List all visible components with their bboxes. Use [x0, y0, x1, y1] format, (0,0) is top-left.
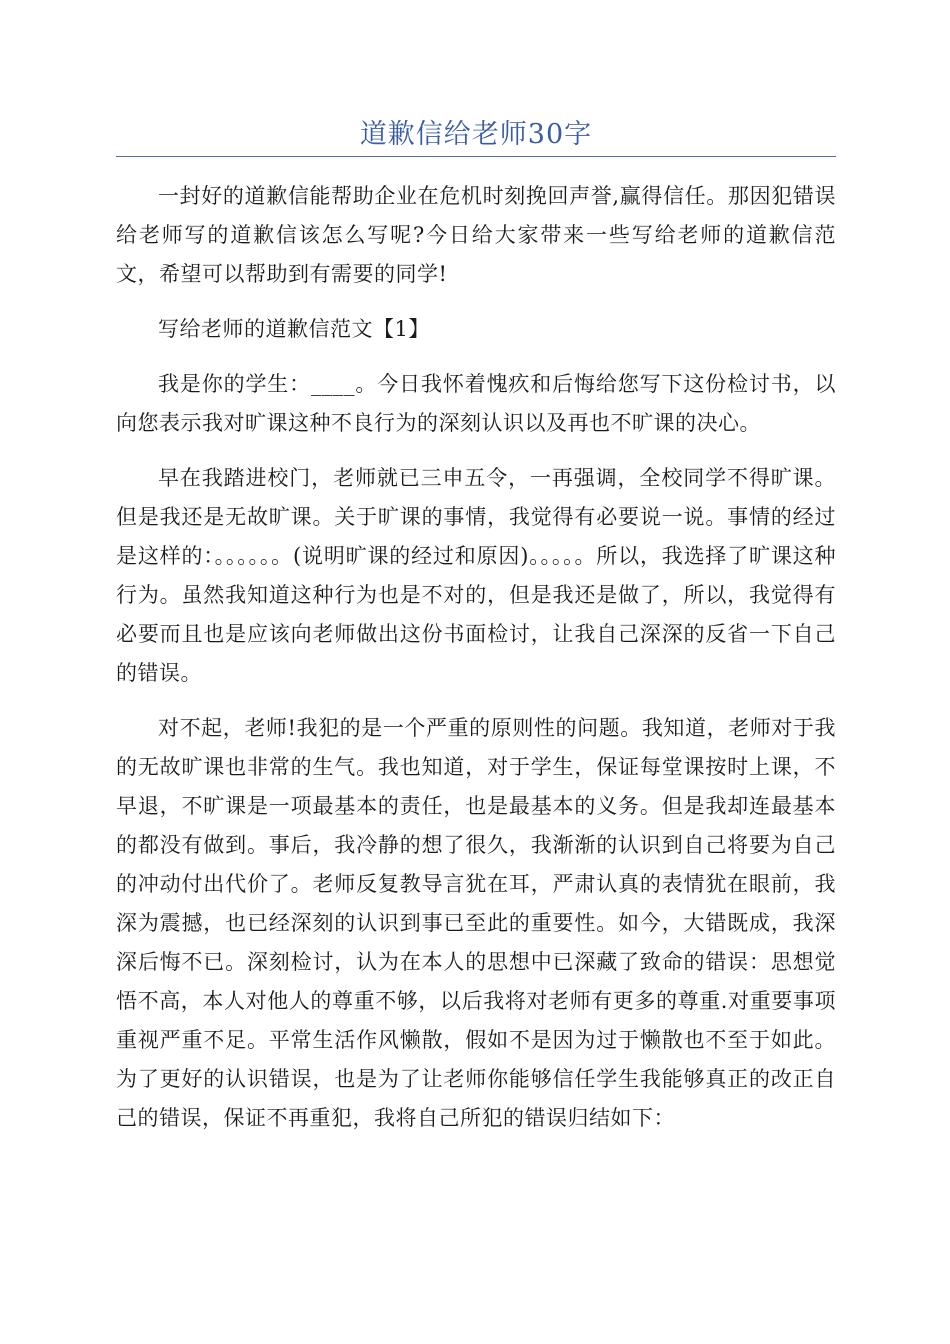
body-paragraph: 早在我踏进校门，老师就已三申五令，一再强调，全校同学不得旷课。但是我还是无故旷课。关于旷课的事情，我觉得有必要说一说。事情的经过是这样的：。。。。。。(说明旷课的经过和原因)。。。。。所以，我选择了旷课这种行为。虽然我知道这种行为也是不对的，但是我还是做了，所以，我觉得有必要而且也是应该向老师做出这份书面检讨，让我自己深深的反省一下自己的错误。 [116, 466, 836, 685]
intro-paragraph: 一封好的道歉信能帮助企业在危机时刻挽回声誉,赢得信任。那因犯错误给老师写的道歉信该怎么写呢?今日给大家带来一些写给老师的道歉信范文，希望可以帮助到有需要的同学! [116, 184, 836, 286]
body-paragraph: 对不起，老师!我犯的是一个严重的原则性的问题。我知道，老师对于我的无故旷课也非常的生气。我也知道，对于学生，保证每堂课按时上课，不早退，不旷课是一项最基本的责任，也是最基本的义务。但是我却连最基本的都没有做到。事后，我冷静的想了很久，我渐渐的认识到自己将要为自己的冲动付出代价了。老师反复教导言犹在耳，严肃认真的表情犹在眼前，我深为震撼，也已经深刻的认识到事已至此的重要性。如今，大错既成，我深深后悔不已。深刻检讨，认为在本人的思想中已深藏了致命的错误：思想觉悟不高，本人对他人的尊重不够，以后我将对老师有更多的尊重.对重要事项重视严重不足。平常生活作风懒散，假如不是因为过于懒散也不至于如此。为了更好的认识错误，也是为了让老师你能够信任学生我能够真正的改正自己的错误，保证不再重犯，我将自己所犯的错误归结如下： [116, 716, 836, 1130]
document-title: 道歉信给老师30字 [359, 119, 593, 150]
body-paragraph: 我是你的学生：____。今日我怀着愧疚和后悔给您写下这份检讨书，以向您表示我对旷课这种不良行为的深刻认识以及再也不旷课的决心。 [116, 372, 836, 435]
title-underline [116, 156, 836, 157]
document-page [116, 0, 836, 1138]
section-heading: 写给老师的道歉信范文【1】 [158, 317, 430, 341]
